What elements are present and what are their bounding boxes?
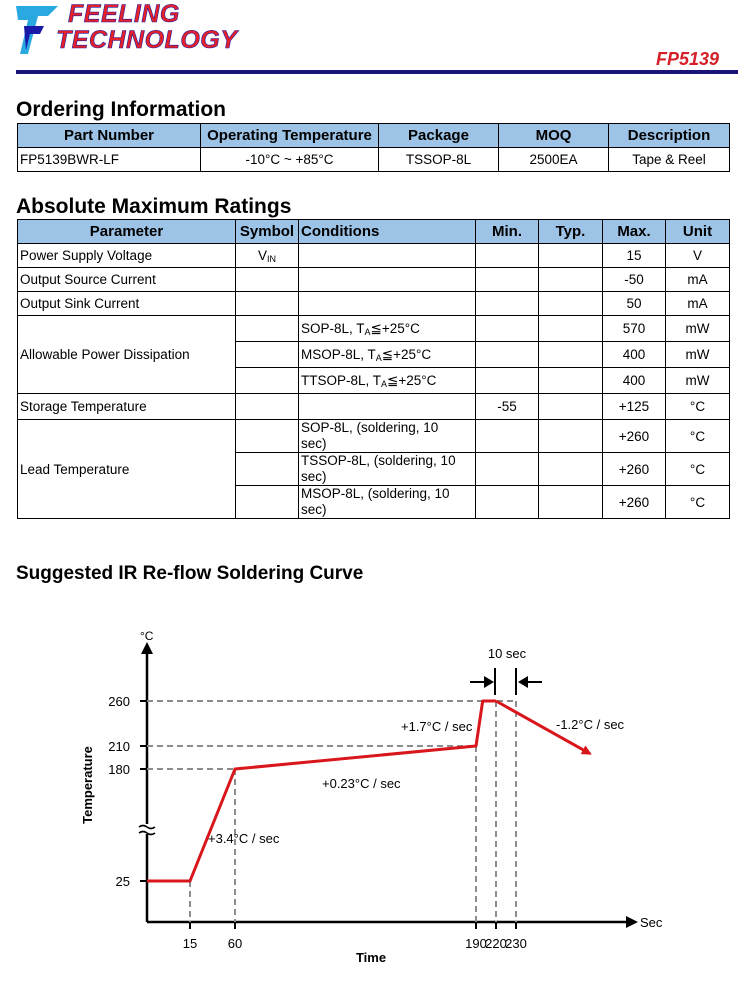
max-cell: +260 [603,453,666,486]
parameter-cell: Power Supply Voltage [18,244,236,268]
typ-cell [539,268,603,292]
slope-cool-label: -1.2°C / sec [556,717,625,732]
condition-text: ≦+25°C [387,372,437,388]
unit-cell: mW [666,342,730,368]
condition-line: MSOP-8L, (soldering, 10 [301,486,450,501]
min-cell [476,292,539,316]
unit-cell: mA [666,292,730,316]
parameter-cell: Output Source Current [18,268,236,292]
min-cell [476,268,539,292]
conditions-cell [299,316,476,342]
conditions-cell [299,453,476,486]
reflow-curve-chart [0,600,747,1000]
unit-cell: °C [666,486,730,519]
condition-text: MSOP-8L, T [301,346,376,362]
min-cell [476,368,539,394]
description-cell: Tape & Reel [609,148,730,172]
moq-cell: 2500EA [499,148,609,172]
condition-line: TSSOP-8L, (soldering, 10 [301,453,456,468]
condition-text: ≦+25°C [370,320,420,336]
table-row [18,394,730,420]
brand-line-2: TECHNOLOGY [56,26,238,54]
condition-line: sec) [301,436,327,451]
max-cell: +125 [603,394,666,420]
min-cell [476,342,539,368]
slope-preheat-label: +3.4°C / sec [208,831,280,846]
typ-cell [539,316,603,342]
conditions-cell [299,394,476,420]
y-unit: °C [140,629,154,643]
max-cell: -50 [603,268,666,292]
conditions-cell [299,486,476,519]
parameter-cell: Lead Temperature [18,420,236,519]
typ-cell [539,394,603,420]
x-axis-label: Time [355,950,387,965]
part-number-cell: FP5139BWR-LF [18,148,201,172]
condition-subscript: A [381,378,388,389]
max-cell: 15 [603,244,666,268]
condition-text: ≦+25°C [381,346,432,362]
y-tick-label: 180 [108,762,130,777]
typ-cell [539,342,603,368]
min-cell [476,420,539,453]
ratings-header-row [18,220,730,244]
unit-cell: °C [666,420,730,453]
x-tick-label: 230 [505,936,527,951]
col-header: Part Number [18,124,201,148]
symbol-cell [236,292,299,316]
symbol-cell [236,342,299,368]
conditions-cell [299,268,476,292]
y-tick-label: 210 [108,739,130,754]
symbol-cell [236,368,299,394]
typ-cell [539,292,603,316]
dwell-label: 10 sec [487,646,527,661]
typ-cell [539,368,603,394]
ordering-header-row [18,124,730,148]
x-tick-label: 60 [227,936,243,951]
company-logo [14,2,264,60]
col-header: MOQ [499,124,609,148]
min-cell: -55 [476,394,539,420]
condition-line: SOP-8L, (soldering, 10 [301,420,439,435]
condition-line: sec) [301,469,327,484]
conditions-cell [299,368,476,394]
conditions-cell [299,342,476,368]
condition-subscript: A [375,352,382,363]
ratings-title: Absolute Maximum Ratings [16,195,292,218]
ordering-title: Ordering Information [16,98,226,121]
min-cell [476,453,539,486]
col-header: Conditions [299,220,476,244]
typ-cell [539,486,603,519]
unit-cell: mA [666,268,730,292]
part-number-header: FP5139 [655,49,719,69]
symbol-cell [236,316,299,342]
typ-cell [539,453,603,486]
symbol-main: V [257,247,267,263]
symbol-cell [236,394,299,420]
parameter-cell: Storage Temperature [18,394,236,420]
symbol-cell [236,486,299,519]
conditions-cell [299,292,476,316]
condition-line: sec) [301,502,327,517]
table-row [18,268,730,292]
condition-text: SOP-8L, T [301,320,365,336]
unit-cell: °C [666,453,730,486]
min-cell [476,244,539,268]
unit-cell: V [666,244,730,268]
col-header: Package [379,124,499,148]
y-tick-label: 25 [115,874,130,889]
x-axis-arrow-icon [626,916,638,928]
symbol-cell [236,420,299,453]
dwell-right-arrow-icon [518,676,528,688]
conditions-cell [299,244,476,268]
symbol-cell [236,453,299,486]
col-header: Min. [476,220,539,244]
operating-temp-cell: -10°C ~ +85°C [201,148,379,172]
unit-cell: °C [666,394,730,420]
max-cell: +260 [603,420,666,453]
x-tick-label: 15 [182,936,198,951]
guide-lines [147,701,516,922]
condition-text: TTSOP-8L, T [301,372,382,388]
col-header: Max. [603,220,666,244]
max-cell: 400 [603,342,666,368]
y-axis-label: Temperature [80,746,95,824]
dwell-left-arrow-icon [484,676,494,688]
max-cell: 570 [603,316,666,342]
x-tick-label: 220 [485,936,507,951]
max-cell: 50 [603,292,666,316]
max-cell: 400 [603,368,666,394]
table-row [18,316,730,342]
slope-soak-label: +0.23°C / sec [322,776,401,791]
curve-title: Suggested IR Re-flow Soldering Curve [16,563,364,584]
x-unit: Sec [640,915,663,930]
y-axis-arrow-icon [141,642,153,654]
symbol-cell [236,244,299,268]
col-header: Unit [666,220,730,244]
header-divider [16,70,738,74]
min-cell [476,486,539,519]
table-row [18,420,730,453]
ordering-table [17,123,730,172]
typ-cell [539,244,603,268]
col-header: Operating Temperature [201,124,379,148]
x-tick-label: 190 [465,936,487,951]
brand-line-1: FEELING [68,0,180,28]
slope-ramp-label: +1.7°C / sec [401,719,473,734]
condition-subscript: A [364,326,371,337]
col-header: Typ. [539,220,603,244]
parameter-cell: Allowable Power Dissipation [18,316,236,394]
ratings-table [17,219,730,519]
symbol-subscript: IN [267,253,276,264]
max-cell: +260 [603,486,666,519]
table-row [18,292,730,316]
symbol-cell [236,268,299,292]
min-cell [476,316,539,342]
unit-cell: mW [666,316,730,342]
unit-cell: mW [666,368,730,394]
col-header: Symbol [236,220,299,244]
y-tick-label: 260 [108,694,130,709]
col-header: Description [609,124,730,148]
col-header: Parameter [18,220,236,244]
parameter-cell: Output Sink Current [18,292,236,316]
package-cell: TSSOP-8L [379,148,499,172]
conditions-cell [299,420,476,453]
typ-cell [539,420,603,453]
table-row [18,244,730,268]
table-row [18,148,730,172]
